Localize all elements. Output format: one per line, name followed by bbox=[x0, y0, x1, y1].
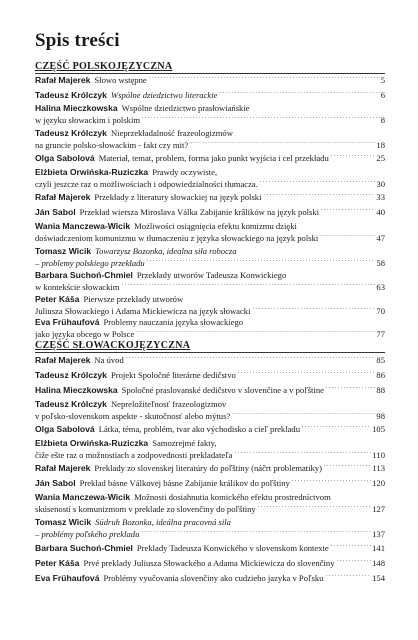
toc-entry-line bbox=[35, 503, 385, 515]
toc-title: v poľsko-slovenskom aspekte - skutočnosť alebo mýtus? bbox=[35, 411, 231, 421]
toc-page-number: 33 bbox=[376, 192, 385, 202]
toc-author: Wania Manczewa-Wicik bbox=[35, 221, 131, 231]
dot-leader bbox=[232, 410, 375, 419]
toc-entry-line bbox=[35, 517, 385, 528]
dot-leader bbox=[238, 369, 376, 378]
toc-page-number: 63 bbox=[376, 282, 385, 292]
toc-entry-line bbox=[35, 294, 385, 305]
toc-entry[interactable] bbox=[35, 103, 385, 126]
dot-leader bbox=[142, 114, 380, 123]
toc-entry[interactable] bbox=[35, 384, 385, 396]
dot-leader bbox=[326, 384, 375, 393]
dot-leader bbox=[190, 139, 375, 148]
toc-entry-line bbox=[35, 114, 385, 126]
toc-title: Wspólne dziedzictwo literackie bbox=[110, 90, 218, 100]
toc-page-number: 127 bbox=[372, 504, 385, 514]
toc-entry[interactable] bbox=[35, 74, 385, 86]
toc-author: Tomasz Wicik bbox=[35, 246, 92, 256]
dot-leader bbox=[263, 191, 375, 200]
section-heading-polish: CZĘŚĆ POLSKOJĘZYCZNA bbox=[35, 61, 173, 72]
toc-page-number: 70 bbox=[376, 306, 385, 316]
toc-entry-line bbox=[35, 572, 385, 584]
toc-author: Peter Káša bbox=[35, 294, 80, 304]
dot-leader bbox=[136, 328, 375, 337]
toc-title: Wspólne dziedzictwo prasłowiańskie bbox=[121, 103, 250, 113]
toc-entry[interactable] bbox=[35, 128, 385, 151]
toc-page-number: 154 bbox=[372, 573, 385, 583]
toc-author: Tadeusz Królczyk bbox=[35, 399, 107, 409]
toc-author: Rafał Majerek bbox=[35, 75, 91, 85]
dot-leader bbox=[234, 449, 371, 458]
toc-title: Preklad básne Válkovej básne Zabíjanie králikov do poľštiny bbox=[79, 478, 290, 488]
toc-title: Przekład wiersza Miroslava Válka Zabijanie krâlików na język polski bbox=[79, 207, 320, 217]
dot-leader bbox=[147, 257, 376, 266]
toc-entry-line bbox=[35, 206, 385, 218]
dot-leader bbox=[331, 152, 376, 161]
toc-entry-line bbox=[35, 74, 385, 86]
toc-title: Juliusza Słowackiego i Adama Mickiewicza na język słowacki bbox=[35, 306, 251, 316]
toc-entry[interactable] bbox=[35, 477, 385, 489]
toc-title: Przekłady z literatury słowackiej na język polski bbox=[94, 192, 262, 202]
toc-title: Možnosti dosiahnutia komického efektu prostredníctvom bbox=[134, 492, 331, 502]
toc-title: Nieprzekładalność frazeologizmów bbox=[110, 128, 233, 138]
dot-leader bbox=[149, 74, 380, 83]
toc-entry-line bbox=[35, 528, 385, 540]
toc-page-number: 5 bbox=[380, 75, 385, 85]
dot-leader bbox=[320, 232, 375, 241]
toc-entry-line bbox=[35, 557, 385, 569]
toc-entry-line bbox=[35, 477, 385, 489]
toc-entry[interactable] bbox=[35, 438, 385, 461]
toc-page-number: 77 bbox=[376, 329, 385, 339]
dot-leader bbox=[219, 89, 379, 98]
toc-entry[interactable] bbox=[35, 369, 385, 381]
toc-title: Pierwsze przekłady utworów bbox=[83, 294, 184, 304]
toc-title: Spoločné praslovanské dedičstvo v slovenčine a v poľštine bbox=[121, 385, 324, 395]
dot-leader bbox=[258, 503, 371, 512]
toc-title: Samozrejmé fakty, bbox=[152, 438, 217, 448]
toc-author: Olga Sabolová bbox=[35, 424, 95, 434]
toc-entry-line bbox=[35, 462, 385, 474]
toc-entry-line bbox=[35, 399, 385, 410]
toc-entry-line bbox=[35, 317, 385, 328]
toc-title: Látka, téma, problém, tvar ako východisko a cieľ prekladu bbox=[98, 424, 301, 434]
toc-page-number: 120 bbox=[372, 478, 385, 488]
toc-author: Elżbieta Orwińska-Ruziczka bbox=[35, 438, 149, 448]
toc-author: Halina Mieczkowska bbox=[35, 385, 118, 395]
toc-title: w języku słowackim i polskim bbox=[35, 115, 141, 125]
toc-entry-line bbox=[35, 438, 385, 449]
toc-title: Materiał, temat, problem, forma jako punkt wyjścia i cel przekładu bbox=[98, 153, 329, 163]
toc-title: čiže ešte raz o možnostiach a zodpovednosti prekladateľa bbox=[35, 450, 233, 460]
toc-entry-line bbox=[35, 449, 385, 461]
toc-title: jako języka obcego w Polsce bbox=[35, 329, 135, 339]
section-heading-slovak: CZĘŚĆ SŁOWACKOJĘZYCZNA bbox=[35, 340, 191, 351]
toc-entry[interactable] bbox=[35, 572, 385, 584]
toc-page-number: 86 bbox=[376, 370, 385, 380]
toc-page-number: 141 bbox=[372, 543, 385, 553]
toc-entry[interactable] bbox=[35, 423, 385, 435]
toc-page-number: 105 bbox=[372, 424, 385, 434]
toc-author: Tomasz Wicik bbox=[35, 517, 92, 527]
toc-author: Barbara Suchoń-Chmiel bbox=[35, 270, 133, 280]
toc-entry-line bbox=[35, 423, 385, 435]
dot-leader bbox=[141, 528, 371, 537]
toc-entry[interactable] bbox=[35, 517, 385, 540]
toc-page-number: 88 bbox=[376, 385, 385, 395]
toc-entry-line bbox=[35, 410, 385, 422]
toc-author: Peter Káša bbox=[35, 558, 80, 568]
toc-entry[interactable] bbox=[35, 206, 385, 218]
toc-author: Rafał Majerek bbox=[35, 355, 91, 365]
toc-entry-line bbox=[35, 354, 385, 366]
toc-entry-line bbox=[35, 152, 385, 164]
toc-entry[interactable] bbox=[35, 354, 385, 366]
toc-entry[interactable] bbox=[35, 89, 385, 101]
toc-entry[interactable] bbox=[35, 270, 385, 293]
toc-page-number: 113 bbox=[372, 463, 385, 473]
toc-entry[interactable] bbox=[35, 246, 385, 269]
toc-entry-line bbox=[35, 103, 385, 114]
toc-title: Prawdy oczywiste, bbox=[152, 167, 218, 177]
toc-entry-line bbox=[35, 139, 385, 151]
toc-entry-line bbox=[35, 167, 385, 178]
toc-entry-line bbox=[35, 328, 385, 340]
toc-title: – problémy poľského prekladu bbox=[35, 529, 140, 539]
toc-author: Barbara Suchoń-Chmiel bbox=[35, 543, 133, 553]
toc-entry-line bbox=[35, 257, 385, 269]
toc-entry[interactable] bbox=[35, 462, 385, 474]
toc-page-number: 85 bbox=[376, 355, 385, 365]
toc-page-number: 30 bbox=[376, 179, 385, 189]
toc-title: Prvé preklady Juliusza Słowackého a Adama Mickiewicza do slovenčiny bbox=[83, 558, 335, 568]
toc-entry-line bbox=[35, 221, 385, 232]
toc-title: Możliwości osiągnięcia efektu komizmu dzięki bbox=[134, 221, 297, 231]
toc-entry-line bbox=[35, 246, 385, 257]
toc-title: Na úvod bbox=[94, 355, 124, 365]
toc-author: Elżbieta Orwińska-Ruziczka bbox=[35, 167, 149, 177]
dot-leader bbox=[324, 462, 371, 471]
toc-page-number: 25 bbox=[376, 153, 385, 163]
toc-author: Tadeusz Królczyk bbox=[35, 128, 107, 138]
section-divider bbox=[35, 352, 385, 353]
toc-title: doświadczeniom komunizmu w tłumaczeniu z języka słowackiego na język polski bbox=[35, 233, 319, 243]
toc-page-number: 40 bbox=[376, 207, 385, 217]
dot-leader bbox=[122, 281, 376, 290]
toc-author: Tadeusz Królczyk bbox=[35, 370, 107, 380]
toc-entry[interactable] bbox=[35, 557, 385, 569]
toc-entry[interactable] bbox=[35, 221, 385, 244]
toc-title: w kontekście słowackim bbox=[35, 282, 120, 292]
toc-entry[interactable] bbox=[35, 399, 385, 422]
toc-entry-line bbox=[35, 369, 385, 381]
toc-entry[interactable] bbox=[35, 542, 385, 554]
page-title: Spis treści bbox=[35, 30, 120, 51]
toc-author: Rafał Majerek bbox=[35, 192, 91, 202]
dot-leader bbox=[302, 423, 371, 432]
toc-title: Súdruh Bozonka, ideálna pracovná sila bbox=[95, 517, 231, 527]
toc-entry-line bbox=[35, 191, 385, 203]
toc-author: Eva Frühaufová bbox=[35, 573, 100, 583]
toc-page-number: 18 bbox=[376, 140, 385, 150]
toc-title: Problemy nauczania języka słowackiego bbox=[103, 317, 244, 327]
toc-author: Olga Sabolová bbox=[35, 153, 95, 163]
toc-page-number: 110 bbox=[372, 450, 385, 460]
dot-leader bbox=[325, 572, 371, 581]
dot-leader bbox=[321, 206, 375, 215]
toc-entry-line bbox=[35, 281, 385, 293]
toc-author: Ján Sabol bbox=[35, 207, 76, 217]
toc-entry-line bbox=[35, 89, 385, 101]
toc-author: Tadeusz Królczyk bbox=[35, 90, 107, 100]
toc-page-number: 8 bbox=[380, 115, 385, 125]
toc-entry-line bbox=[35, 492, 385, 503]
toc-title: Przekłady utworów Tadeusza Konwickiego bbox=[136, 270, 287, 280]
toc-title: czyli jeszcze raz o możliwościach i odpowiedzialności tłumacza. bbox=[35, 179, 258, 189]
toc-title: Preklady zo slovenskej literatúry do poľštiny (náčrt problematiky) bbox=[94, 463, 323, 473]
toc-title: Problémy vyučovania slovenčiny ako cudzieho jazyka v Poľsku bbox=[103, 573, 324, 583]
toc-author: Wania Manczewa-Wicik bbox=[35, 492, 131, 502]
toc-entry[interactable] bbox=[35, 492, 385, 515]
toc-title: Słowo wstępne bbox=[94, 75, 147, 85]
toc-entry-line bbox=[35, 384, 385, 396]
toc-title: Preklady Tadeusza Konwického v slovenskom kontexte bbox=[136, 543, 329, 553]
toc-entry[interactable] bbox=[35, 167, 385, 190]
toc-page-number: 6 bbox=[380, 90, 385, 100]
dot-leader bbox=[337, 557, 372, 566]
toc-entry-line bbox=[35, 232, 385, 244]
dot-leader bbox=[331, 542, 371, 551]
toc-page-number: 148 bbox=[372, 558, 385, 568]
toc-page-number: 137 bbox=[372, 529, 385, 539]
dot-leader bbox=[292, 477, 371, 486]
toc-author: Rafał Majerek bbox=[35, 463, 91, 473]
toc-page-number: 98 bbox=[376, 411, 385, 421]
toc-author: Ján Sabol bbox=[35, 478, 76, 488]
toc-title: skúseností s komunizmom v preklade zo slovenčiny do poľštiny bbox=[35, 504, 256, 514]
toc-author: Halina Mieczkowska bbox=[35, 103, 118, 113]
toc-entry[interactable] bbox=[35, 294, 385, 317]
toc-entry[interactable] bbox=[35, 152, 385, 164]
toc-title: Towarzysz Bozonka, idealna siła robocza bbox=[95, 246, 237, 256]
toc-title: na gruncie polsko-słowackim - fakt czy mit? bbox=[35, 140, 189, 150]
toc-entry[interactable] bbox=[35, 191, 385, 203]
toc-entry[interactable] bbox=[35, 317, 385, 340]
toc-page-number: 58 bbox=[376, 258, 385, 268]
toc-title: – problemy polskiego przekładu bbox=[35, 258, 145, 268]
toc-entry-line bbox=[35, 178, 385, 190]
toc-entry-line bbox=[35, 270, 385, 281]
toc-entry-line bbox=[35, 128, 385, 139]
toc-page-number: 47 bbox=[376, 233, 385, 243]
dot-leader bbox=[260, 178, 376, 187]
toc-title: Projekt Spoločné literárne dedičstvo bbox=[110, 370, 236, 380]
dot-leader bbox=[126, 354, 376, 363]
toc-title: Nepreložiteľnosť frazeologizmov bbox=[110, 399, 227, 409]
toc-entry-line bbox=[35, 542, 385, 554]
toc-author: Eva Frühaufová bbox=[35, 317, 100, 327]
dot-leader bbox=[253, 305, 376, 314]
toc-entry-line bbox=[35, 305, 385, 317]
